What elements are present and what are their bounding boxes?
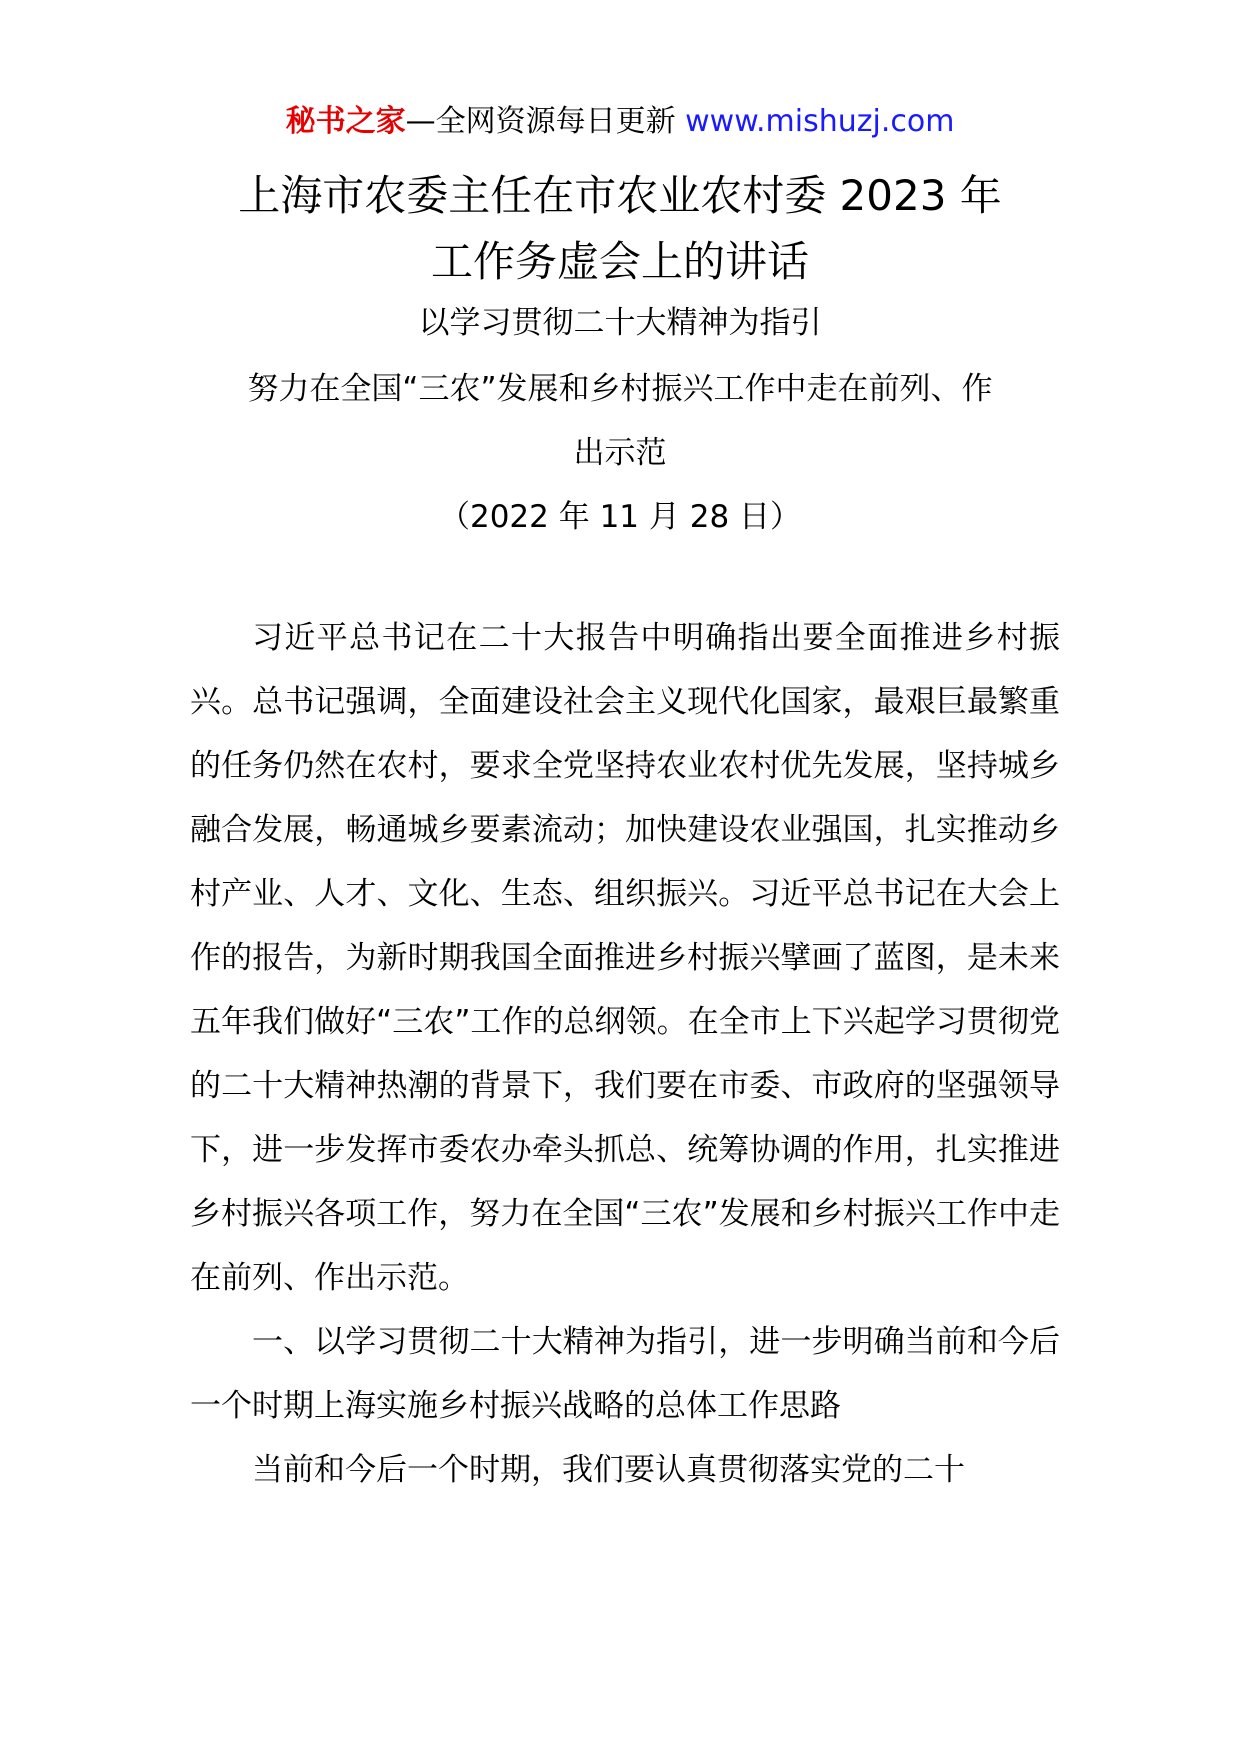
body-paragraph-1: 习近平总书记在二十大报告中明确指出要全面推进乡村振兴。总书记强调，全面建设社会主义现代化国家，最艰巨最繁重的任务仍然在农村，要求全党坚持农业农村优先发展，坚持城乡融合发展，畅通城乡要素流动；加快建设农业强国，扎实推动乡村产业、人才、文化、生态、组织振兴。习近平总书记在大会上作的报告，为新时期我国全面推进乡村振兴擘画了蓝图，是未来五年我们做好“三农”工作的总纲领。在全市上下兴起学习贯彻党的二十大精神热潮的背景下，我们要在市委、市政府的坚强领导下，进一步发挥市委农办牵头抓总、统筹协调的作用，扎实推进乡村振兴各项工作，努力在全国“三农”发展和乡村振兴工作中走在前列、作出示范。 — [190, 620, 1060, 1296]
document-body — [190, 606, 1060, 1502]
site-header — [0, 100, 1240, 144]
site-url-link[interactable]: www.mishuzj.com — [685, 104, 955, 139]
section-heading-1: 一、以学习贯彻二十大精神为指引，进一步明确当前和今后一个时期上海实施乡村振兴战略的总体工作思路 — [190, 1324, 1060, 1424]
subtitle-line-1: 以学习贯彻二十大精神为指引 — [418, 305, 822, 341]
body-paragraph-2: 当前和今后一个时期，我们要认真贯彻落实党的二十 — [252, 1452, 965, 1488]
subtitle-line-2: 努力在全国“三农”发展和乡村振兴工作中走在前列、作 — [247, 371, 993, 407]
document-title-line-1: 上海市农委主任在市农业农村委 2023 年 — [238, 171, 1002, 220]
document-title-line-2: 工作务虚会上的讲话 — [430, 237, 809, 286]
header-tagline: —全网资源每日更新 — [405, 104, 686, 139]
subtitle-line-3: 出示范 — [573, 435, 667, 471]
speech-date: （2022 年 11 月 28 日） — [438, 499, 802, 535]
brand-name: 秘书之家 — [285, 104, 406, 139]
